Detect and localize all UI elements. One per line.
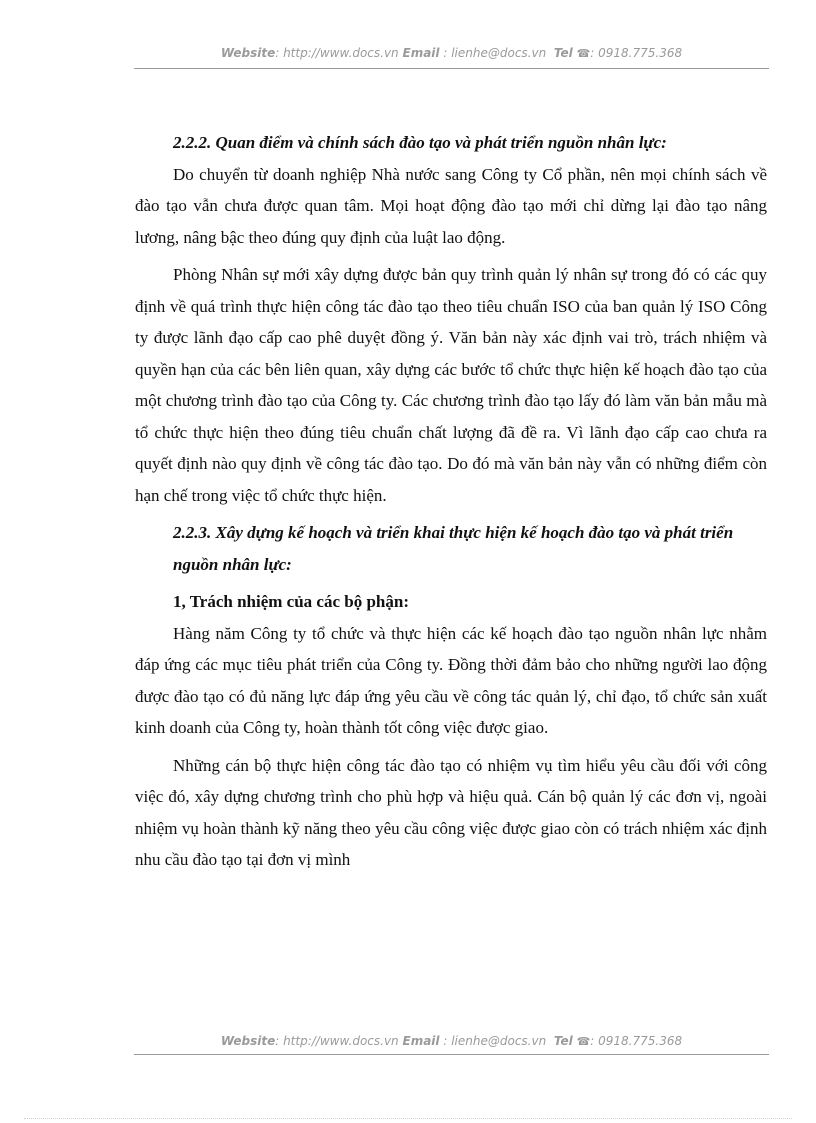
paragraph: Hàng năm Công ty tổ chức và thực hiện các kế hoạch đào tạo nguồn nhân lực nhằm đáp ứng các mục tiêu phát triển của Công ty. Đồng thời đảm bảo cho những người lao động được đào tạo có đủ năng lực đáp ứng yêu cầu về công tác quản lý, chỉ đạo, tổ chức sản xuất kinh doanh của Công ty, hoàn thành tốt công việc được giao. xyxy=(135,623,767,737)
document-body xyxy=(135,127,767,876)
header-email-label: Email xyxy=(402,46,440,60)
phone-icon: ☎ xyxy=(576,47,591,60)
page-header xyxy=(134,46,769,69)
paragraph: Do chuyển từ doanh nghiệp Nhà nước sang Công ty Cổ phần, nên mọi chính sách về đào tạo vẫn chưa được quan tâm. Mọi hoạt động đào tạo mới chỉ dừng lại đào tạo nâng lương, nâng bậc theo đúng quy định của luật lao động. xyxy=(135,164,767,247)
header-email-address: : lienhe@docs.vn xyxy=(443,46,547,60)
header-tel-label: Tel xyxy=(553,46,573,60)
header-tel-number: : 0918.775.368 xyxy=(590,46,683,60)
subheading-responsibilities: 1, Trách nhiệm của các bộ phận: xyxy=(173,592,409,611)
phone-icon: ☎ xyxy=(576,1035,591,1048)
footer-website-url: : http://www.docs.vn xyxy=(275,1034,399,1048)
footer-website-label: Website xyxy=(220,1034,276,1048)
footer-tel-label: Tel xyxy=(553,1034,573,1048)
paragraph: Những cán bộ thực hiện công tác đào tạo có nhiệm vụ tìm hiểu yêu cầu đối với công việc đó, xây dựng chương trình cho phù hợp và hiệu quả. Cán bộ quản lý các đơn vị, ngoài nhiệm vụ hoàn thành kỹ năng theo yêu cầu công việc được giao còn có trách nhiệm xác định nhu cầu đào tạo tại đơn vị mình xyxy=(135,755,767,869)
section-heading-2-2-2: 2.2.2. Quan điểm và chính sách đào tạo và phát triển nguồn nhân lực: xyxy=(173,133,667,152)
page-footer xyxy=(134,1034,769,1055)
footer-email-label: Email xyxy=(402,1034,440,1048)
header-website-url: : http://www.docs.vn xyxy=(275,46,399,60)
footer-tel-number: : 0918.775.368 xyxy=(590,1034,683,1048)
section-heading-2-2-3: 2.2.3. Xây dựng kế hoạch và triển khai thực hiện kế hoạch đào tạo và phát triển nguồn nhân lực: xyxy=(173,523,734,574)
paragraph: Phòng Nhân sự mới xây dựng được bản quy trình quản lý nhân sự trong đó có các quy định về quá trình thực hiện công tác đào tạo theo tiêu chuẩn ISO của ban quản lý ISO Công ty được lãnh đạo cấp cao phê duyệt đồng ý. Văn bản này xác định vai trò, trách nhiệm và quyền hạn của các bên liên quan, xây dựng các bước tổ chức thực hiện kế hoạch đào tạo của một chương trình đào tạo của Công ty. Các chương trình đào tạo lấy đó làm văn bản mẫu mà tổ chức thực hiện theo đúng tiêu chuẩn chất lượng đã đề ra. Vì lãnh đạo cấp cao chưa ra quyết định nào quy định về công tác đào tạo. Do đó mà văn bản này vẫn có những điểm còn hạn chế trong việc tổ chức thực hiện. xyxy=(135,265,767,505)
footer-email-address: : lienhe@docs.vn xyxy=(443,1034,547,1048)
header-website-label: Website xyxy=(220,46,276,60)
page-edge-divider xyxy=(24,1118,792,1119)
